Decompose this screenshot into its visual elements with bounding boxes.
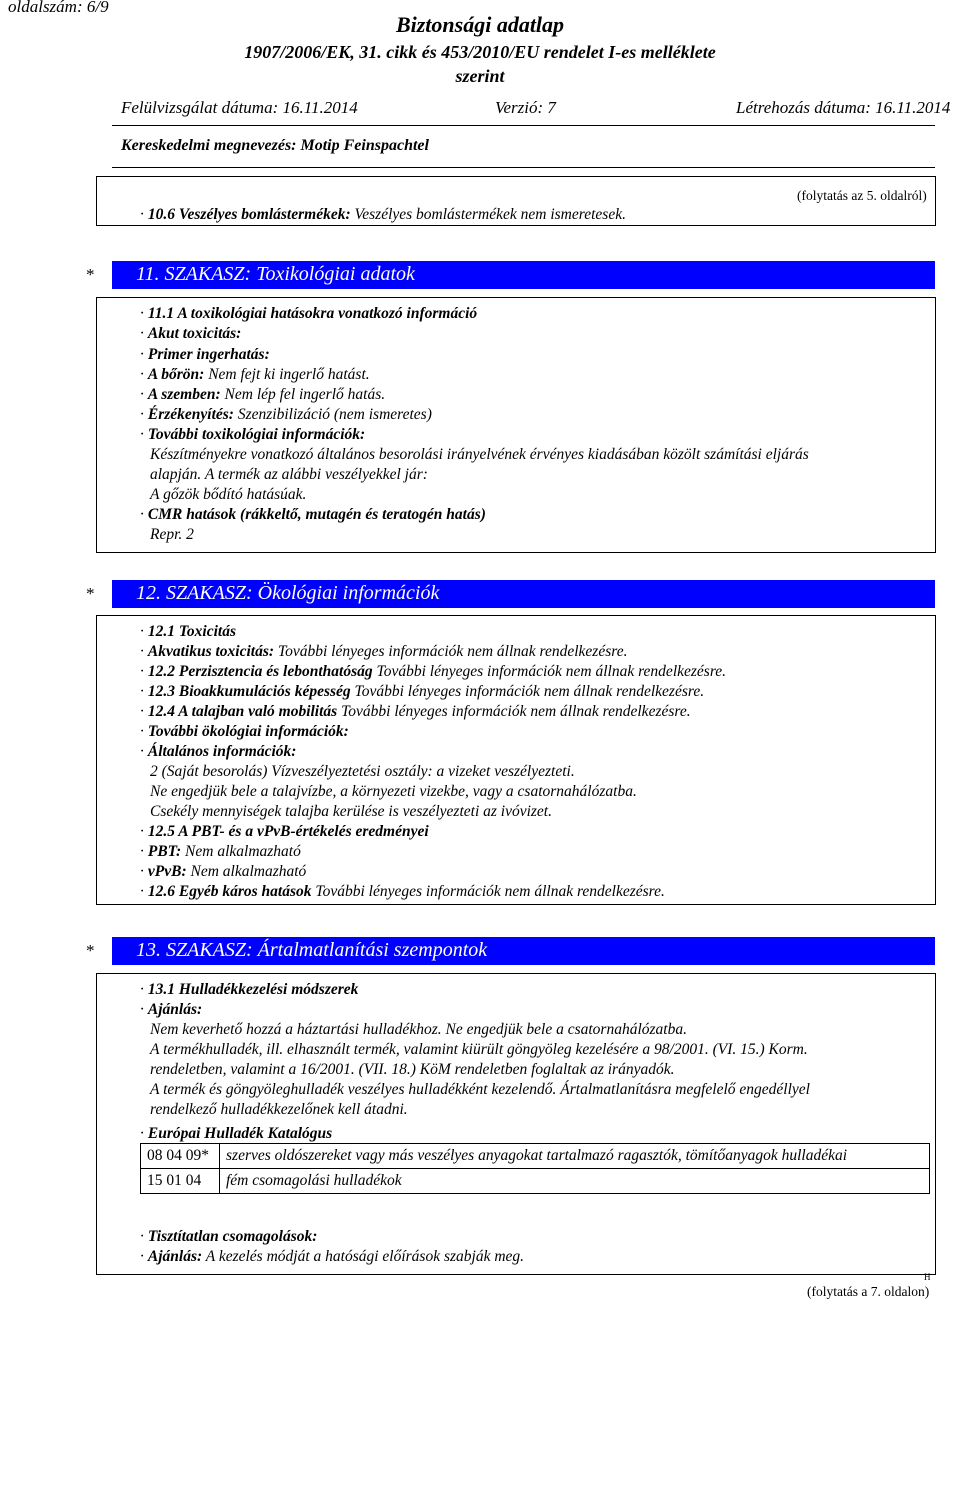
- sec12-line: · 12.1 Toxicitás: [140, 623, 237, 640]
- sec11-line: · 11.1 A toxikológiai hatásokra vonatkozó információ: [140, 305, 478, 322]
- general-info-text: Ne engedjük bele a talajvízbe, a környezeti vizekbe, vagy a csatornahálózatba.: [150, 783, 637, 800]
- sec12-line: · 12.3 Bioakkumulációs képesség További lényeges információk nem állnak rendelkezésre.: [140, 683, 705, 700]
- change-marker-12: *: [86, 584, 95, 603]
- sec13-line: · 13.1 Hulladékkezelési módszerek: [140, 981, 359, 998]
- sec12-line: · vPvB: Nem alkalmazható: [140, 863, 307, 880]
- sec12-line: · További ökológiai információk:: [140, 723, 349, 740]
- section-12-title: 12. SZAKASZ: Ökológiai információk: [136, 582, 440, 604]
- sec11-line: · A bőrön: Nem fejt ki ingerlő hatást.: [140, 366, 370, 383]
- sec11-text: Készítményekre vonatkozó általános besorolási irányelvének érvényes kiadásában közölt számítási eljárás: [150, 446, 809, 463]
- sec11-line: · Primer ingerhatás:: [140, 346, 270, 363]
- trade-name: Kereskedelmi megnevezés: Motip Feinspachtel: [121, 137, 429, 154]
- regulation-according: szerint: [455, 66, 505, 86]
- general-info-text: 2 (Saját besorolás) Vízveszélyeztetési osztály: a vizeket veszélyezteti.: [150, 763, 575, 780]
- sec11-line: · További toxikológiai információk:: [140, 426, 366, 443]
- header-divider: [112, 125, 935, 126]
- section-11-header: [112, 261, 935, 289]
- review-date: Felülvizsgálat dátuma: 16.11.2014: [121, 98, 358, 117]
- waste-code: 15 01 04: [141, 1169, 220, 1194]
- sec11-text: A gőzök bődító hatásúak.: [150, 486, 307, 503]
- change-marker-11: *: [86, 265, 95, 284]
- sec13-line: · Ajánlás: A kezelés módját a hatósági előírások szabják meg.: [140, 1248, 525, 1265]
- table-row: [141, 1144, 930, 1169]
- sec13-line: · Tisztítatlan csomagolások:: [140, 1228, 318, 1245]
- sec12-line: · Akvatikus toxicitás: További lényeges információk nem állnak rendelkezésre.: [140, 643, 628, 660]
- waste-description: szerves oldószereket vagy más veszélyes anyagokat tartalmazó ragasztók, tömítőanyagok hulladékai: [220, 1144, 930, 1169]
- decomposition-key: 10.6 Veszélyes bomlástermékek:: [147, 206, 351, 223]
- sec13-text: Nem keverhető hozzá a háztartási hulladékhoz. Ne engedjük bele a csatornahálózatba.: [150, 1021, 687, 1038]
- sec12-line: · PBT: Nem alkalmazható: [140, 843, 301, 860]
- section-13-header: [112, 937, 935, 965]
- creation-date: Létrehozás dátuma: 16.11.2014: [736, 98, 951, 117]
- decomposition-line: · 10.6 Veszélyes bomlástermékek: Veszélyes bomlástermékek nem ismeretesek.: [140, 206, 626, 223]
- sec13-line: · Ajánlás:: [140, 1001, 203, 1018]
- section-11-title: 11. SZAKASZ: Toxikológiai adatok: [136, 263, 415, 285]
- waste-catalogue-table: [140, 1143, 930, 1194]
- page-marker: H: [924, 1272, 931, 1282]
- sec13-text: A termékhulladék, ill. elhasznált termék, valamint kiürült göngyöleg kezelésére a 98/2001. (VI. 15.) Korm.: [150, 1041, 808, 1058]
- tradename-divider: [112, 167, 935, 168]
- continued-from: (folytatás az 5. oldalról): [797, 188, 927, 203]
- sec11-line: · Érzékenyítés: Szenzibilizáció (nem ismeretes): [140, 406, 432, 423]
- sec12-line: · 12.2 Perzisztencia és lebonthatóság További lényeges információk nem állnak rendelkezésre.: [140, 663, 727, 680]
- sec13-text: rendeletben, valamint a 16/2001. (VII. 18.) KöM rendeletben foglaltak az irányadók.: [150, 1061, 675, 1078]
- waste-description: fém csomagolási hulladékok: [220, 1169, 930, 1194]
- decomposition-value: Veszélyes bomlástermékek nem ismeretesek.: [354, 206, 626, 223]
- sec12-line: · Általános információk:: [140, 743, 297, 760]
- waste-code: 08 04 09*: [141, 1144, 220, 1169]
- sec11-text: alapján. A termék az alábbi veszélyekkel jár:: [150, 466, 428, 483]
- section-12-header: [112, 580, 935, 608]
- sec12-line: · 12.6 Egyéb káros hatások További lényeges információk nem állnak rendelkezésre.: [140, 883, 665, 900]
- regulation-line: 1907/2006/EK, 31. cikk és 453/2010/EU rendelet I-es melléklete: [244, 42, 716, 62]
- sec11-line: · A szemben: Nem lép fel ingerlő hatás.: [140, 386, 386, 403]
- sec12-line: · 12.5 A PBT- és a vPvB-értékelés eredményei: [140, 823, 429, 840]
- section-13-title: 13. SZAKASZ: Ártalmatlanítási szempontok: [136, 939, 488, 961]
- document-title: Biztonsági adatlap: [395, 12, 565, 37]
- cmr-line: · CMR hatások (rákkeltő, mutagén és teratogén hatás): [140, 506, 486, 523]
- continued-on: (folytatás a 7. oldalon): [807, 1284, 930, 1299]
- sec13-text: A termék és göngyöleghulladék veszélyes hulladékként kezelendő. Ártalmatlanításra megfelelő engedéllyel: [150, 1081, 810, 1098]
- sec13-text: rendelkező hulladékkezelőnek kell átadni.: [150, 1101, 408, 1118]
- ewc-heading: · Európai Hulladék Katalógus: [140, 1125, 333, 1142]
- table-row: [141, 1169, 930, 1194]
- change-marker-13: *: [86, 941, 95, 960]
- version: Verzió: 7: [495, 98, 556, 117]
- sec12-line: · 12.4 A talajban való mobilitás További lényeges információk nem állnak rendelkezésre.: [140, 703, 691, 720]
- page-number: oldalszám: 6/9: [8, 0, 109, 16]
- sec11-line: · Akut toxicitás:: [140, 325, 242, 342]
- general-info-text: Csekély mennyiségek talajba kerülése is veszélyezteti az ivóvizet.: [150, 803, 552, 820]
- cmr-value: Repr. 2: [150, 526, 194, 543]
